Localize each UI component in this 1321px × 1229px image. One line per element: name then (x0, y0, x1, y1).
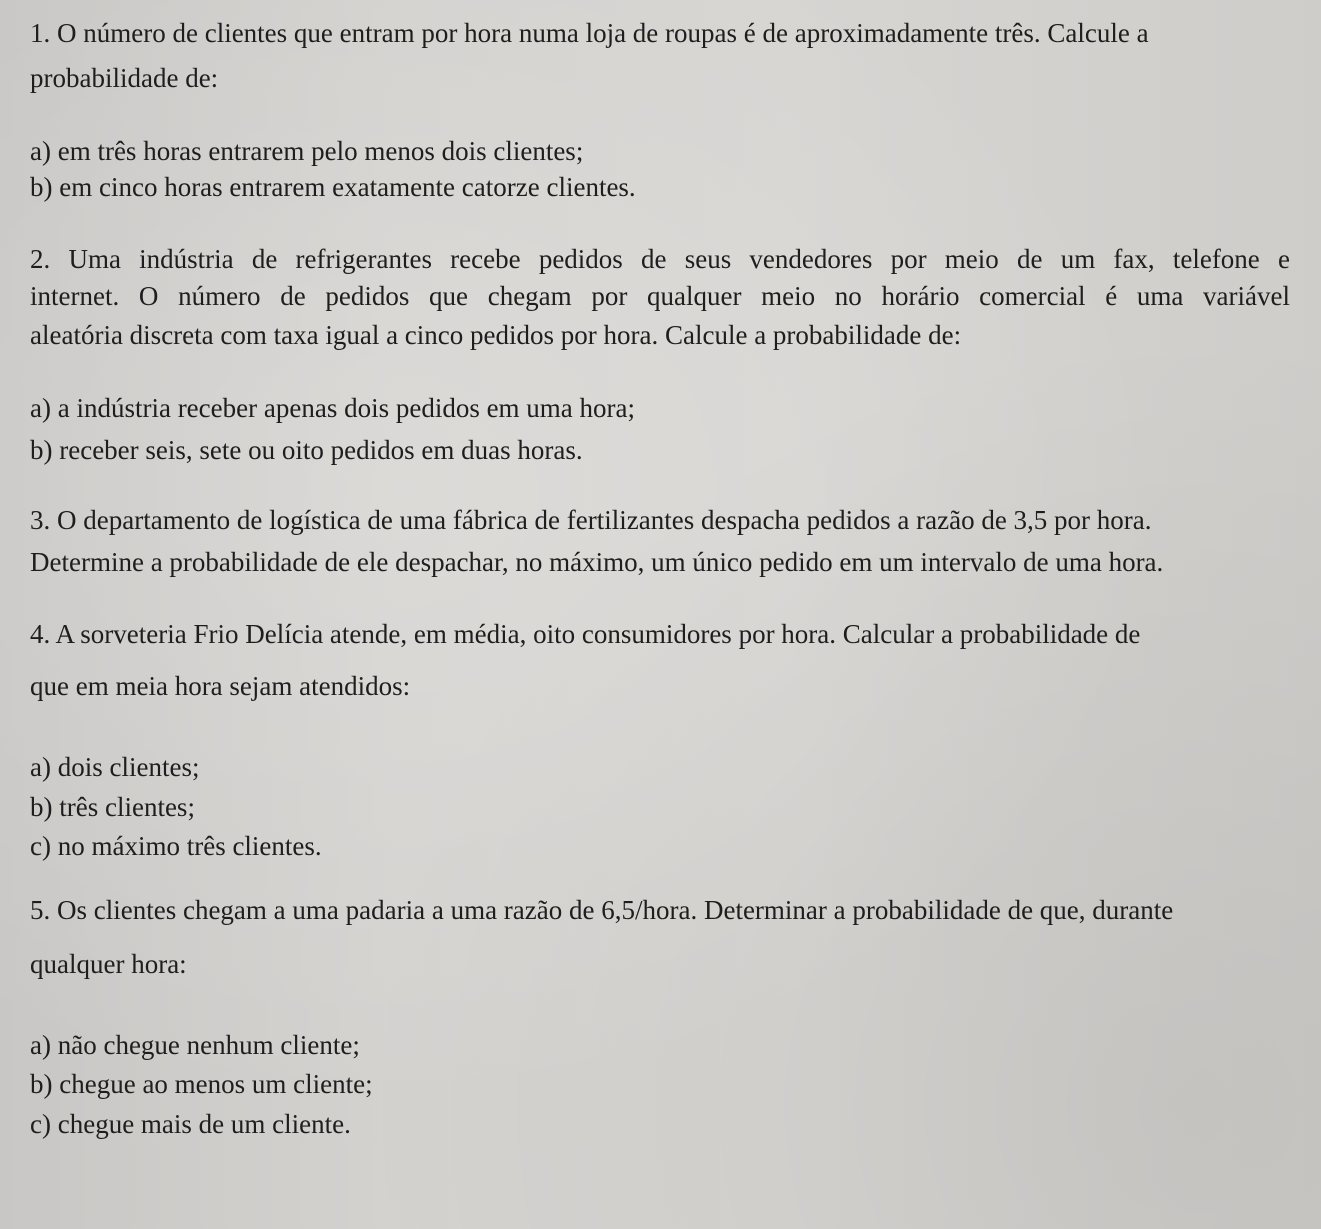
question-1-item-b: b) em cinco horas entrarem exatamente catorze clientes. (30, 172, 636, 202)
question-4-text-line-2: que em meia hora sejam atendidos: (30, 671, 411, 701)
question-5-item-b: b) chegue ao menos um cliente; (30, 1069, 373, 1099)
question-3-text-line-1: 3. O departamento de logística de uma fábrica de fertilizantes despacha pedidos a razão de 3,5 por hora. (30, 505, 1152, 535)
question-2-text-line-2: internet. O número de pedidos que chegam por qualquer meio no horário comercial é uma variável (30, 281, 1290, 311)
question-2-item-a: a) a indústria receber apenas dois pedidos em uma hora; (30, 393, 636, 423)
question-5-text-line-1: 5. Os clientes chegam a uma padaria a uma razão de 6,5/hora. Determinar a probabilidade de que, durante (30, 895, 1174, 925)
question-1-text-line-1: 1. O número de clientes que entram por hora numa loja de roupas é de aproximadamente três. Calcule a (30, 18, 1149, 48)
question-2-item-b: b) receber seis, sete ou oito pedidos em duas horas. (30, 435, 583, 465)
question-4-text-line-1: 4. A sorveteria Frio Delícia atende, em média, oito consumidores por hora. Calcular a probabilidade de (30, 619, 1141, 649)
question-5-item-c: c) chegue mais de um cliente. (30, 1109, 351, 1139)
question-4-item-b: b) três clientes; (30, 792, 195, 822)
question-1-text-line-2: probabilidade de: (30, 63, 219, 93)
question-3-text-line-2: Determine a probabilidade de ele despachar, no máximo, um único pedido em um intervalo de uma hora. (30, 547, 1164, 577)
question-1-item-a: a) em três horas entrarem pelo menos dois clientes; (30, 136, 584, 166)
question-4-item-a: a) dois clientes; (30, 752, 200, 782)
question-4-item-c: c) no máximo três clientes. (30, 831, 322, 861)
question-5-item-a: a) não chegue nenhum cliente; (30, 1030, 360, 1060)
question-2-text-line-3: aleatória discreta com taxa igual a cinco pedidos por hora. Calcule a probabilidade de: (30, 320, 962, 350)
question-2-text-line-1: 2. Uma indústria de refrigerantes recebe pedidos de seus vendedores por meio de um fax, telefone e (30, 244, 1290, 274)
question-5-text-line-2: qualquer hora: (30, 949, 187, 979)
